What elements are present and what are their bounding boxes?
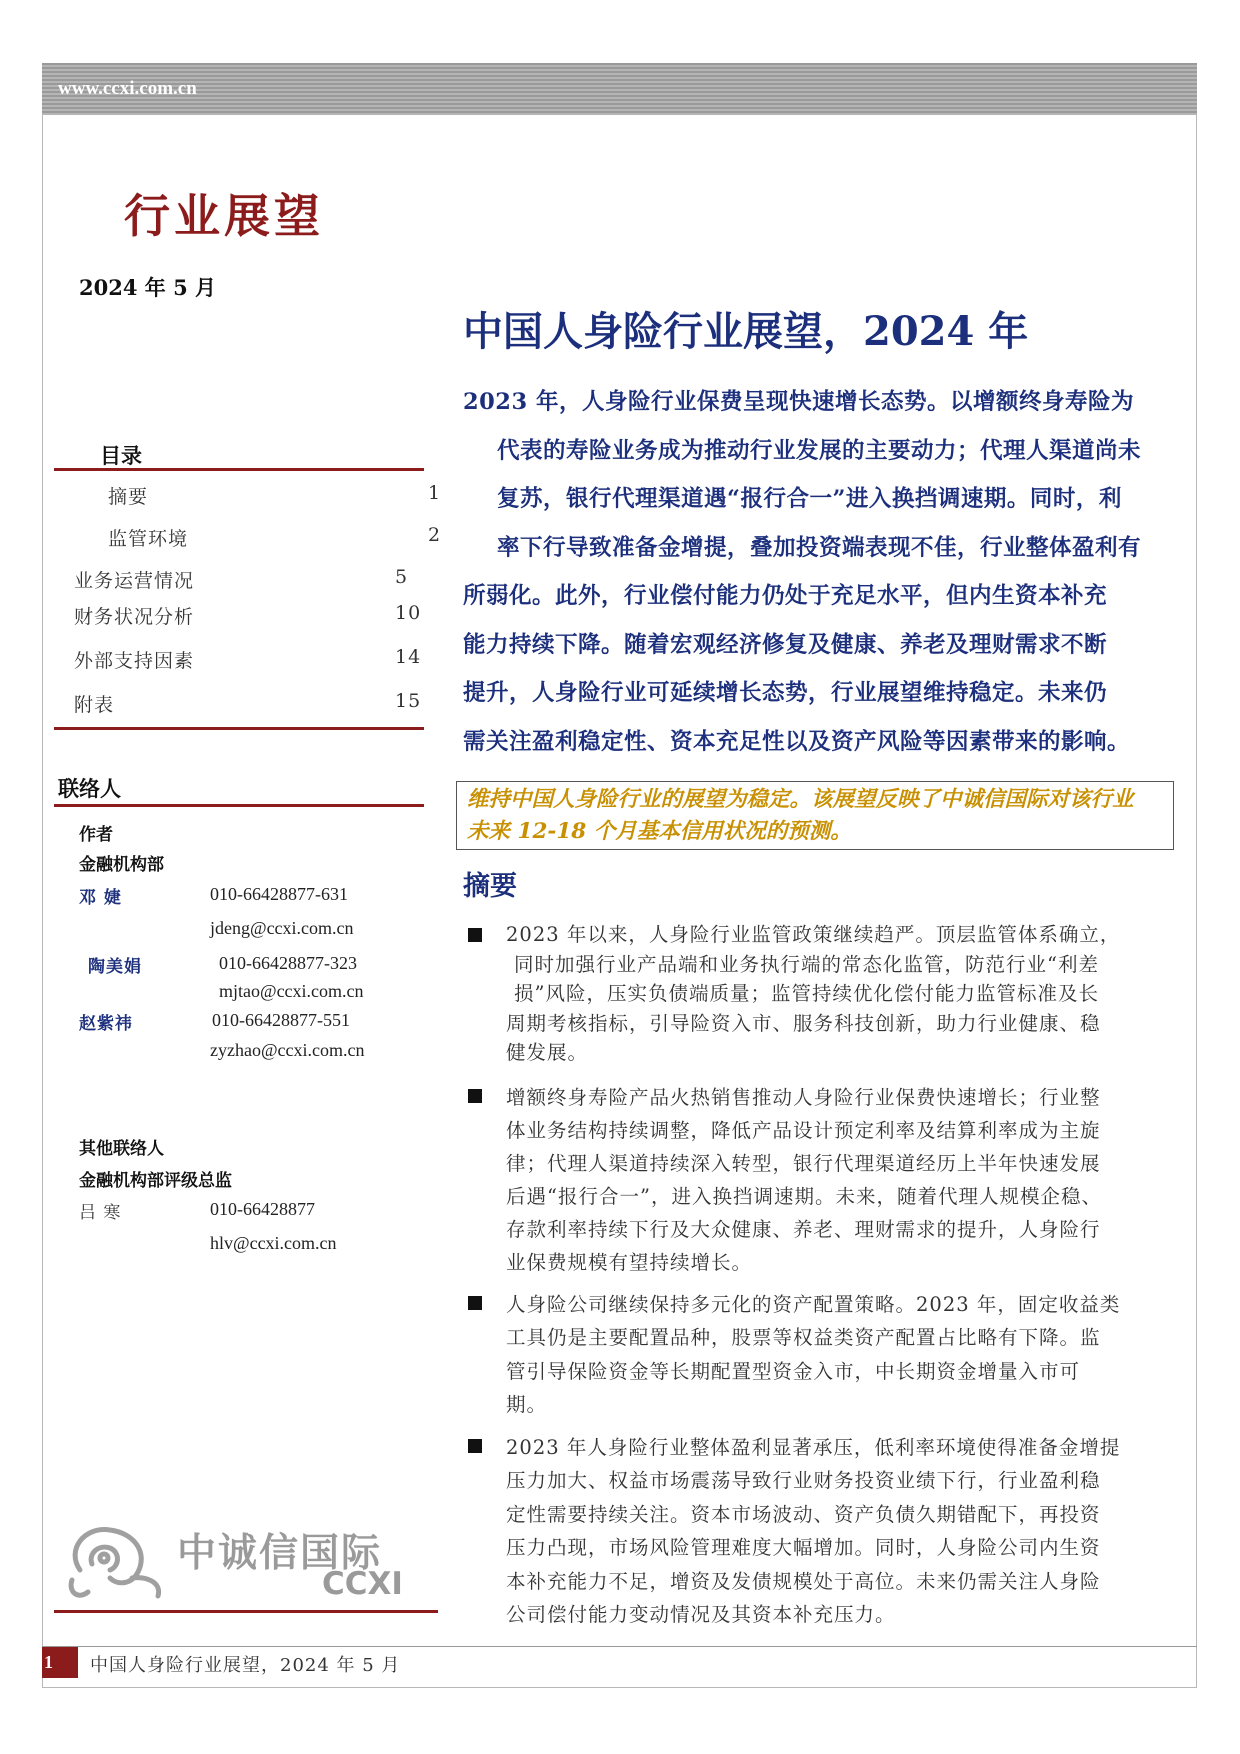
- toc-item-label: 财务状况分析: [74, 606, 195, 628]
- outlook-line: 维持中国人身险行业的展望为稳定。该展望反映了中诚信国际对该行业: [467, 787, 1134, 812]
- lead-line: 提升，人身险行业可延续增长态势，行业展望维持稳定。未来仍: [463, 680, 1108, 706]
- logo-name-cn: 中诚信国际: [177, 1531, 383, 1576]
- toc-item-label: 摘要: [108, 486, 149, 508]
- contact-phone: 010-66428877: [210, 1199, 315, 1219]
- bullet-line: 压力凸现，市场风险管理难度大幅增加。同时，人身险公司内生资: [506, 1536, 1101, 1559]
- contact-name: 邓 婕: [79, 888, 122, 908]
- toc-item-label: 外部支持因素: [74, 650, 195, 672]
- footer-text: 中国人身险行业展望，2024 年 5 月: [90, 1655, 401, 1676]
- contact-email[interactable]: zyzhao@ccxi.com.cn: [210, 1040, 365, 1060]
- toc-item[interactable]: [108, 482, 442, 509]
- site-url[interactable]: www.ccxi.com.cn: [58, 78, 197, 99]
- toc-item[interactable]: [74, 690, 422, 717]
- bullet-line: 同时加强行业产品端和业务执行端的常态化监管，防范行业“利差: [514, 952, 1099, 976]
- summary-bullet: [463, 1288, 1175, 1422]
- toc-bottom-rule: [54, 727, 424, 730]
- contact-phone: 010-66428877-631: [210, 884, 348, 904]
- bullet-line: 人身险公司继续保持多元化的资产配置策略。2023 年，固定收益类: [506, 1292, 1121, 1316]
- bullet-line: 周期考核指标，引导险资入市、服务科技创新，助力行业健康、稳: [506, 1011, 1101, 1035]
- logo-bottom-rule: [54, 1610, 438, 1613]
- authors-label: 作者: [79, 825, 113, 845]
- toc-item-page: 1: [428, 482, 442, 504]
- toc-item-label: 业务运营情况: [74, 570, 195, 592]
- bullet-square-icon: [468, 928, 482, 942]
- contact-name: 陶美娟: [88, 957, 142, 977]
- footer-rule: [42, 1646, 1197, 1647]
- bullet-line: 公司偿付能力变动情况及其资本补充压力。: [506, 1603, 896, 1626]
- bullet-line: 律；代理人渠道持续深入转型，银行代理渠道经历上半年快速发展: [506, 1151, 1101, 1175]
- toc-item-page: 10: [395, 602, 422, 624]
- report-date: 2024 年 5 月: [79, 275, 216, 300]
- toc-item-label: 附表: [74, 694, 115, 716]
- toc-item-page: 14: [395, 646, 422, 668]
- contact-email[interactable]: mjtao@ccxi.com.cn: [219, 981, 364, 1001]
- toc-item[interactable]: [74, 566, 409, 593]
- lead-line: 所弱化。此外，行业偿付能力仍处于充足水平，但内生资本补充: [463, 583, 1108, 609]
- page-number: 1: [42, 1647, 78, 1678]
- other-contacts-dept: 金融机构部评级总监: [79, 1171, 232, 1191]
- contact-phone: 010-66428877-323: [219, 953, 357, 973]
- bullet-line: 增额终身寿险产品火热销售推动人身险行业保费快速增长；行业整: [506, 1085, 1101, 1109]
- bullet-square-icon: [468, 1296, 482, 1310]
- lead-line: 率下行导致准备金增提，叠加投资端表现不佳，行业整体盈利有: [497, 534, 1142, 561]
- summary-bullets: [463, 920, 1175, 1632]
- lead-paragraph: [463, 378, 1173, 766]
- bullet-line: 管引导保险资金等长期配置型资金入市，中长期资金增量入市可: [506, 1359, 1081, 1383]
- contacts-heading: 联络人: [58, 776, 121, 801]
- bullet-line: 2023 年人身险行业整体盈利显著承压，低利率环境使得准备金增提: [506, 1435, 1121, 1459]
- bullet-line: 压力加大、权益市场震荡导致行业财务投资业绩下行，行业盈利稳: [506, 1469, 1101, 1492]
- lead-line: 代表的寿险业务成为推动行业发展的主要动力；代理人渠道尚未: [497, 437, 1142, 464]
- logo-mark-icon: [62, 1520, 177, 1605]
- lead-line: 能力持续下降。随着宏观经济修复及健康、养老及理财需求不断: [463, 631, 1108, 658]
- bullet-line: 期。: [506, 1393, 548, 1416]
- bullet-line: 业保费规模有望持续增长。: [506, 1250, 753, 1274]
- contact-email[interactable]: jdeng@ccxi.com.cn: [210, 918, 354, 938]
- summary-bullet: [463, 920, 1175, 1068]
- header-band: [42, 63, 1197, 115]
- contact-email[interactable]: hlv@ccxi.com.cn: [210, 1233, 337, 1253]
- bullet-line: 定性需要持续关注。资本市场波动、资产负债久期错配下，再投资: [506, 1502, 1101, 1526]
- other-contacts-label: 其他联络人: [79, 1139, 164, 1159]
- bullet-line: 2023 年以来，人身险行业监管政策继续趋严。顶层监管体系确立，: [506, 923, 1121, 946]
- bullet-line: 健发展。: [506, 1041, 589, 1064]
- bullet-square-icon: [468, 1439, 482, 1453]
- toc-item-page: 15: [395, 690, 422, 712]
- contacts-rule: [54, 804, 424, 807]
- bullet-line: 工具仍是主要配置品种，股票等权益类资产配置占比略有下降。监: [506, 1326, 1101, 1349]
- toc-item[interactable]: [74, 602, 422, 629]
- summary-heading: 摘要: [463, 871, 517, 902]
- contact-phone: 010-66428877-551: [212, 1010, 350, 1030]
- lead-line: 需关注盈利稳定性、资本充足性以及资产风险等因素带来的影响。: [463, 728, 1131, 755]
- ccxi-logo: [62, 1520, 402, 1605]
- bullet-line: 损”风险，压实负债端质量；监管持续优化偿付能力监管标准及长: [514, 982, 1099, 1005]
- authors-dept: 金融机构部: [79, 855, 164, 875]
- document-title: 中国人身险行业展望，2024 年: [463, 308, 1029, 355]
- lead-line: 复苏，银行代理渠道遇“报行合一”进入换挡调速期。同时，利: [497, 486, 1122, 512]
- bullet-line: 体业务结构持续调整，降低产品设计预定利率及结算利率成为主旋: [506, 1118, 1101, 1142]
- outlook-line: 未来 12-18 个月基本信用状况的预测。: [467, 819, 852, 844]
- toc-item-label: 监管环境: [108, 528, 189, 550]
- contact-name: 赵紫祎: [79, 1014, 133, 1034]
- toc-item[interactable]: [108, 524, 442, 551]
- toc-item-page: 2: [428, 524, 442, 546]
- summary-bullet: [463, 1081, 1175, 1279]
- bullet-line: 本补充能力不足，增资及发债规模处于高位。未来仍需关注人身险: [506, 1569, 1101, 1593]
- bullet-square-icon: [468, 1089, 482, 1103]
- bullet-line: 后遇“报行合一”，进入换挡调速期。未来，随着代理人规模企稳、: [506, 1184, 1102, 1208]
- section-title: 行业展望: [124, 189, 324, 243]
- toc-item[interactable]: [74, 646, 422, 673]
- toc-top-rule: [54, 468, 424, 471]
- summary-bullet: [463, 1431, 1175, 1632]
- contact-name: 吕 寒: [79, 1203, 122, 1223]
- toc-item-page: 5: [395, 566, 409, 588]
- lead-line: 2023 年，人身险行业保费呈现快速增长态势。以增额终身寿险为: [463, 389, 1134, 415]
- bullet-line: 存款利率持续下行及大众健康、养老、理财需求的提升，人身险行: [506, 1217, 1101, 1241]
- logo-name-en: CCXI: [322, 1566, 403, 1602]
- toc-heading: 目录: [100, 443, 142, 468]
- outlook-box: [456, 781, 1174, 850]
